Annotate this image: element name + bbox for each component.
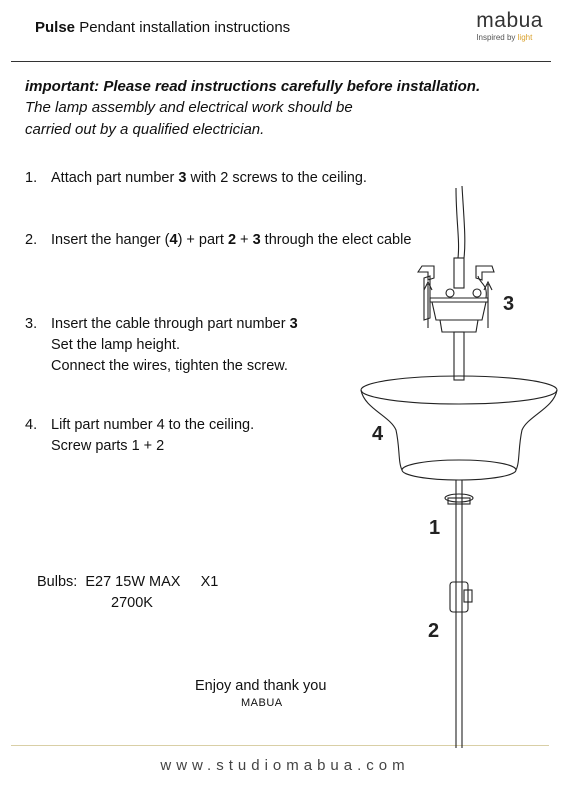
part-ref: 3 [252, 232, 261, 248]
washer-icon [445, 494, 473, 504]
header-divider [11, 61, 551, 62]
step-text: Connect the wires, tighten the screw. [51, 358, 288, 374]
step-text: Insert the hanger ( [51, 232, 170, 248]
step-text: + [236, 232, 253, 248]
part-ref: 2 [227, 232, 237, 248]
step-4 [25, 415, 254, 457]
bulb-spec [37, 572, 218, 614]
step-text: with 2 screws to the ceiling. [186, 170, 367, 186]
logo-tagline [476, 33, 543, 42]
step-text: Lift part number 4 to the ceiling. [51, 417, 255, 433]
part-ref: 4 [169, 232, 178, 248]
electrician-note-line2: carried out by a qualified electrician. [25, 121, 265, 138]
pendant-diagram [350, 180, 565, 750]
part-label-1: 1 [429, 517, 441, 539]
electrician-note-line1: The lamp assembly and electrical work should be [25, 99, 353, 116]
electrician-note [25, 97, 385, 141]
step-number: 4. [25, 417, 38, 433]
thank-you-text: Enjoy and thank you [195, 678, 327, 694]
lamp-shade-icon [361, 376, 557, 480]
product-name: Pulse [35, 19, 76, 36]
part-label-4: 4 [372, 423, 384, 445]
step-text: Screw parts 1 + 2 [51, 438, 165, 454]
document-title [35, 19, 290, 36]
step-text: Set the lamp height. [51, 337, 180, 353]
part-label-3: 3 [503, 293, 515, 315]
part-ref: 3 [289, 316, 298, 332]
step-text: Attach part number [51, 170, 179, 186]
step-text: ) + part [177, 232, 228, 248]
logo-tagline-accent: light [517, 33, 533, 42]
cable-wire [462, 186, 465, 258]
document-subtitle: Pendant installation instructions [79, 19, 291, 36]
cable-wire [456, 188, 459, 258]
cable-clamp-icon [450, 582, 472, 612]
important-notice: important: Please read instructions carefully before installation. [25, 78, 481, 95]
bulb-color-temp: 2700K [111, 595, 153, 611]
website-url: www.studiomabua.com [160, 757, 410, 774]
signature: MABUA [241, 697, 283, 709]
part-ref: 3 [178, 170, 187, 186]
cable-sleeve [454, 258, 464, 288]
step-number: 1. [25, 170, 38, 186]
brand-logo [476, 10, 543, 42]
step-1 [25, 168, 367, 189]
step-3 [25, 314, 298, 377]
logo-wordmark: mabua [476, 9, 543, 32]
step-text: Insert the cable through part number [51, 316, 290, 332]
part-label-2: 2 [428, 620, 440, 642]
logo-tagline-lead: Inspired by [476, 33, 516, 42]
step-number: 2. [25, 232, 38, 248]
ceiling-bracket-icon [418, 266, 494, 332]
bulb-spec-line1: Bulbs: E27 15W MAX X1 [37, 574, 219, 590]
cable-sleeve [454, 332, 464, 380]
step-text: through the elect cable [260, 232, 412, 248]
step-number: 3. [25, 316, 38, 332]
